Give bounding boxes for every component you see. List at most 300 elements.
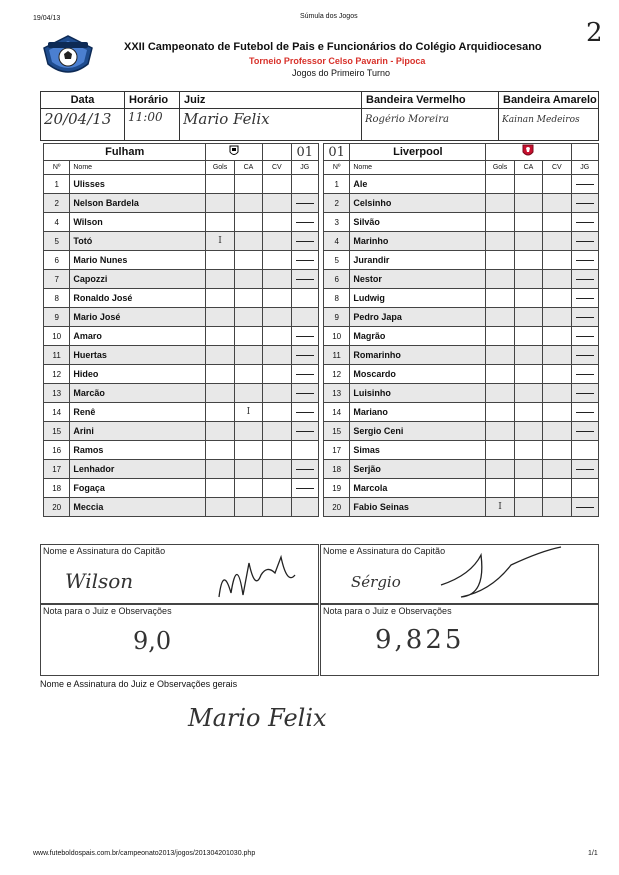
played-mark-icon: [576, 260, 594, 261]
player-ca: [234, 422, 262, 441]
played-mark-icon: [296, 203, 314, 204]
player-number: 20: [324, 498, 350, 517]
player-row: [324, 403, 599, 422]
player-number: 8: [324, 289, 350, 308]
player-number: 13: [44, 384, 70, 403]
player-row: [44, 365, 319, 384]
col-ca: CA: [514, 161, 542, 175]
player-jg: [571, 213, 598, 232]
player-ca: [514, 441, 542, 460]
player-cv: [263, 251, 291, 270]
player-number: 15: [44, 422, 70, 441]
player-number: 12: [44, 365, 70, 384]
player-name: Fogaça: [70, 479, 206, 498]
player-number: 15: [324, 422, 350, 441]
player-gols: [486, 384, 514, 403]
bandeira-vermelho-value: Rogério Moreira: [365, 114, 449, 125]
player-name: Jurandir: [350, 251, 486, 270]
player-row: [324, 194, 599, 213]
player-name: Fabio Seinas: [350, 498, 486, 517]
horario-label: Horário: [125, 92, 179, 109]
player-row: [44, 422, 319, 441]
player-name: Moscardo: [350, 365, 486, 384]
player-gols: [486, 308, 514, 327]
player-number: 11: [324, 346, 350, 365]
home-note-box: [40, 604, 319, 676]
away-captain-label: Nome e Assinatura do Capitão: [323, 546, 446, 556]
player-number: 16: [44, 441, 70, 460]
player-row: [324, 498, 599, 517]
col-cv: CV: [263, 161, 291, 175]
player-gols: [206, 384, 234, 403]
player-gols: [206, 194, 234, 213]
player-name: Ulisses: [70, 175, 206, 194]
page-mark: 2: [586, 18, 603, 48]
player-gols: [486, 346, 514, 365]
juiz-cell: [180, 92, 362, 140]
player-name: Huertas: [70, 346, 206, 365]
liverpool-crest-icon: [522, 144, 534, 158]
player-name: Ronaldo José: [70, 289, 206, 308]
player-cv: [263, 346, 291, 365]
player-gols: [206, 403, 234, 422]
player-number: 14: [44, 403, 70, 422]
player-cv: [263, 232, 291, 251]
played-mark-icon: [296, 222, 314, 223]
away-note-box: [320, 604, 599, 676]
player-ca: [234, 498, 262, 517]
col-name: Nome: [350, 161, 486, 175]
player-jg: [571, 422, 598, 441]
player-gols: [486, 460, 514, 479]
home-captain-scribble-icon: [209, 545, 309, 603]
round-name: Jogos do Primeiro Turno: [292, 68, 391, 78]
played-mark-icon: [296, 488, 314, 489]
player-jg: [291, 270, 318, 289]
player-name: Celsinho: [350, 194, 486, 213]
player-jg: [291, 175, 318, 194]
player-jg: [571, 346, 598, 365]
player-ca: [514, 270, 542, 289]
player-ca: [514, 289, 542, 308]
player-number: 18: [324, 460, 350, 479]
player-name: Marcola: [350, 479, 486, 498]
player-number: 19: [324, 479, 350, 498]
player-row: [44, 460, 319, 479]
player-row: [44, 346, 319, 365]
player-ca: [234, 194, 262, 213]
referee-signature: Mario Felix: [188, 704, 327, 732]
away-captain-scribble-icon: [421, 545, 571, 603]
player-ca: [234, 308, 262, 327]
player-ca: [514, 327, 542, 346]
player-jg: [291, 460, 318, 479]
fulham-crest-icon: [229, 145, 239, 157]
played-mark-icon: [296, 279, 314, 280]
player-cv: [543, 403, 571, 422]
played-mark-icon: [576, 279, 594, 280]
played-mark-icon: [576, 469, 594, 470]
player-jg: [571, 251, 598, 270]
player-ca: [514, 194, 542, 213]
footer-url: www.futeboldospais.com.br/campeonato2013/jogos/201304201030.php: [33, 850, 256, 857]
player-jg: [571, 498, 598, 517]
played-mark-icon: [296, 393, 314, 394]
player-number: 10: [44, 327, 70, 346]
home-captain-box: [40, 544, 319, 604]
player-row: [44, 289, 319, 308]
player-row: [324, 270, 599, 289]
player-ca: [514, 498, 542, 517]
player-name: Arini: [70, 422, 206, 441]
player-name: Mario Nunes: [70, 251, 206, 270]
player-number: 1: [324, 175, 350, 194]
player-jg: [571, 232, 598, 251]
player-number: 2: [324, 194, 350, 213]
player-gols: [206, 422, 234, 441]
played-mark-icon: [576, 222, 594, 223]
player-name: Marcão: [70, 384, 206, 403]
player-number: 1: [44, 175, 70, 194]
player-jg: [571, 270, 598, 289]
player-gols: I: [206, 232, 234, 251]
played-mark-icon: [576, 336, 594, 337]
player-jg: [291, 346, 318, 365]
school-logo: [40, 34, 96, 80]
player-gols: I: [486, 498, 514, 517]
player-row: [324, 175, 599, 194]
player-number: 17: [44, 460, 70, 479]
player-jg: [571, 460, 598, 479]
player-jg: [291, 194, 318, 213]
player-gols: [206, 270, 234, 289]
player-row: [44, 175, 319, 194]
played-mark-icon: [576, 374, 594, 375]
player-ca: [234, 327, 262, 346]
player-gols: [486, 479, 514, 498]
player-row: [44, 194, 319, 213]
player-gols: [206, 308, 234, 327]
player-jg: [291, 308, 318, 327]
player-jg: [571, 441, 598, 460]
away-captain-signature: Sérgio: [351, 573, 401, 591]
player-number: 4: [44, 213, 70, 232]
player-jg: [291, 422, 318, 441]
player-number: 17: [324, 441, 350, 460]
player-number: 3: [324, 213, 350, 232]
player-name: Wilson: [70, 213, 206, 232]
player-row: [324, 441, 599, 460]
player-row: [324, 384, 599, 403]
player-jg: [291, 232, 318, 251]
player-cv: [543, 384, 571, 403]
player-ca: [234, 289, 262, 308]
player-row: [44, 384, 319, 403]
player-ca: [234, 346, 262, 365]
player-name: Pedro Japa: [350, 308, 486, 327]
player-name: Luisinho: [350, 384, 486, 403]
player-name: Hideo: [70, 365, 206, 384]
player-cv: [263, 194, 291, 213]
bandeira-amarelo-value: Kainan Medeiros: [502, 115, 580, 125]
col-name: Nome: [70, 161, 206, 175]
col-num: Nº: [44, 161, 70, 175]
player-jg: [291, 479, 318, 498]
player-jg: [291, 441, 318, 460]
player-cv: [263, 460, 291, 479]
player-row: [44, 479, 319, 498]
player-cv: [543, 270, 571, 289]
player-number: 11: [44, 346, 70, 365]
player-number: 5: [324, 251, 350, 270]
player-gols: [206, 251, 234, 270]
player-name: Silvão: [350, 213, 486, 232]
col-gols: Gols: [206, 161, 234, 175]
footer-page: 1/1: [588, 850, 598, 857]
player-cv: [543, 460, 571, 479]
col-num: Nº: [324, 161, 350, 175]
player-cv: [263, 289, 291, 308]
player-row: [44, 403, 319, 422]
player-gols: [486, 327, 514, 346]
player-gols: [206, 213, 234, 232]
player-name: Sergio Ceni: [350, 422, 486, 441]
player-cv: [543, 232, 571, 251]
played-mark-icon: [576, 241, 594, 242]
player-name: Meccia: [70, 498, 206, 517]
played-mark-icon: [296, 355, 314, 356]
player-number: 20: [44, 498, 70, 517]
player-ca: [234, 384, 262, 403]
player-ca: [234, 232, 262, 251]
player-jg: [571, 384, 598, 403]
player-cv: [543, 308, 571, 327]
player-cv: [263, 175, 291, 194]
player-row: [44, 498, 319, 517]
player-row: [324, 479, 599, 498]
player-jg: [291, 384, 318, 403]
player-row: [324, 365, 599, 384]
col-ca: CA: [234, 161, 262, 175]
player-cv: [543, 213, 571, 232]
player-row: [324, 327, 599, 346]
player-cv: [263, 327, 291, 346]
player-row: [324, 308, 599, 327]
player-gols: [206, 289, 234, 308]
player-ca: [514, 479, 542, 498]
player-number: 18: [44, 479, 70, 498]
bandeira-vermelho-label: Bandeira Vermelho: [362, 92, 498, 109]
player-name: Capozzi: [70, 270, 206, 289]
player-jg: [571, 479, 598, 498]
referee-label: Nome e Assinatura do Juiz e Observações gerais: [40, 679, 238, 689]
player-jg: [571, 289, 598, 308]
player-gols: [486, 232, 514, 251]
player-number: 8: [44, 289, 70, 308]
player-ca: [234, 460, 262, 479]
player-row: [324, 346, 599, 365]
player-name: Lenhador: [70, 460, 206, 479]
player-gols: [486, 365, 514, 384]
played-mark-icon: [576, 184, 594, 185]
player-name: Serjão: [350, 460, 486, 479]
player-cv: [263, 403, 291, 422]
home-team-name: Fulham: [44, 144, 206, 161]
col-jg: JG: [291, 161, 318, 175]
player-name: Ale: [350, 175, 486, 194]
played-mark-icon: [296, 374, 314, 375]
away-crest: [486, 144, 571, 161]
player-name: Simas: [350, 441, 486, 460]
player-name: Marinho: [350, 232, 486, 251]
player-ca: [514, 365, 542, 384]
played-mark-icon: [576, 393, 594, 394]
player-jg: [291, 365, 318, 384]
print-date: 19/04/13: [33, 15, 61, 22]
player-ca: [514, 232, 542, 251]
player-jg: [571, 194, 598, 213]
player-ca: [234, 270, 262, 289]
player-number: 2: [44, 194, 70, 213]
home-team-table: [43, 143, 319, 517]
tournament-name: Torneio Professor Celso Pavarin - Pipoca: [249, 56, 426, 66]
player-jg: [571, 175, 598, 194]
player-number: 9: [44, 308, 70, 327]
player-cv: [263, 384, 291, 403]
player-cv: [543, 498, 571, 517]
player-row: [44, 327, 319, 346]
player-cv: [543, 346, 571, 365]
data-label: Data: [41, 92, 124, 109]
player-cv: [543, 175, 571, 194]
player-cv: [543, 422, 571, 441]
player-gols: [486, 403, 514, 422]
home-captain-signature: Wilson: [65, 569, 134, 593]
player-gols: [486, 194, 514, 213]
player-cv: [263, 308, 291, 327]
played-mark-icon: [296, 431, 314, 432]
home-crest: [206, 144, 263, 161]
player-jg: [571, 365, 598, 384]
player-number: 13: [324, 384, 350, 403]
bandeira-vermelho-cell: [362, 92, 499, 140]
horario-value: 11:00: [128, 110, 163, 124]
player-row: [44, 213, 319, 232]
data-value: 20/04/13: [44, 110, 112, 128]
played-mark-icon: [576, 317, 594, 318]
player-name: Mariano: [350, 403, 486, 422]
player-cv: [543, 441, 571, 460]
player-ca: [514, 403, 542, 422]
data-cell: [41, 92, 125, 140]
home-captain-label: Nome e Assinatura do Capitão: [43, 546, 166, 556]
played-mark-icon: [296, 241, 314, 242]
away-team-table: [323, 143, 599, 517]
away-team-name: Liverpool: [350, 144, 486, 161]
player-gols: [206, 460, 234, 479]
player-gols: [206, 175, 234, 194]
player-number: 9: [324, 308, 350, 327]
player-jg: [291, 403, 318, 422]
player-row: [44, 441, 319, 460]
player-cv: [543, 251, 571, 270]
player-number: 6: [44, 251, 70, 270]
player-jg: [571, 308, 598, 327]
player-row: [324, 289, 599, 308]
player-cv: [263, 441, 291, 460]
col-cv: CV: [543, 161, 571, 175]
home-note-label: Nota para o Juiz e Observações: [43, 606, 172, 616]
player-ca: [234, 365, 262, 384]
player-ca: [234, 175, 262, 194]
player-cv: [263, 479, 291, 498]
player-ca: [234, 479, 262, 498]
player-row: [324, 251, 599, 270]
player-number: 12: [324, 365, 350, 384]
player-ca: [514, 308, 542, 327]
player-gols: [486, 251, 514, 270]
away-score: 01: [324, 144, 350, 161]
player-gols: [486, 175, 514, 194]
player-gols: [486, 213, 514, 232]
played-mark-icon: [576, 507, 594, 508]
player-row: [324, 232, 599, 251]
away-captain-box: [320, 544, 599, 604]
played-mark-icon: [576, 355, 594, 356]
player-gols: [206, 346, 234, 365]
player-ca: [234, 213, 262, 232]
player-number: 14: [324, 403, 350, 422]
col-gols: Gols: [486, 161, 514, 175]
player-cv: [543, 365, 571, 384]
away-note-value: 9,825: [375, 625, 465, 655]
player-jg: [291, 251, 318, 270]
player-name: Ramos: [70, 441, 206, 460]
player-name: Nestor: [350, 270, 486, 289]
player-gols: [486, 270, 514, 289]
player-gols: [486, 289, 514, 308]
player-jg: [571, 327, 598, 346]
home-note-value: 9,0: [133, 627, 172, 655]
player-ca: [514, 251, 542, 270]
player-jg: [291, 289, 318, 308]
player-name: Mario José: [70, 308, 206, 327]
player-ca: I: [234, 403, 262, 422]
player-cv: [263, 422, 291, 441]
away-note-label: Nota para o Juiz e Observações: [323, 606, 452, 616]
played-mark-icon: [296, 469, 314, 470]
juiz-label: Juiz: [180, 92, 361, 109]
player-number: 10: [324, 327, 350, 346]
player-cv: [543, 289, 571, 308]
player-cv: [543, 479, 571, 498]
player-row: [44, 270, 319, 289]
player-ca: [514, 384, 542, 403]
player-name: Ludwig: [350, 289, 486, 308]
player-number: 6: [324, 270, 350, 289]
player-row: [44, 251, 319, 270]
player-gols: [486, 441, 514, 460]
player-gols: [206, 365, 234, 384]
player-name: Romarinho: [350, 346, 486, 365]
played-mark-icon: [296, 412, 314, 413]
player-ca: [514, 175, 542, 194]
player-number: 7: [44, 270, 70, 289]
player-name: Magrão: [350, 327, 486, 346]
played-mark-icon: [576, 298, 594, 299]
player-gols: [486, 422, 514, 441]
player-number: 4: [324, 232, 350, 251]
